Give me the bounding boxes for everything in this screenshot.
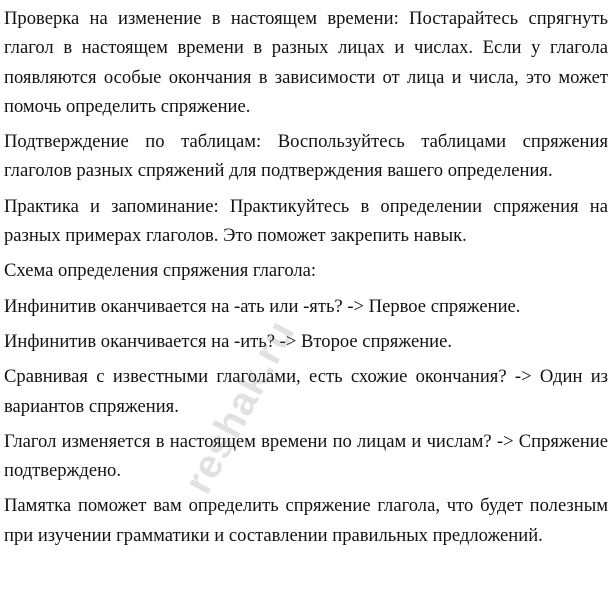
paragraph-practice: Практика и запоминание: Практикуйтесь в определении спряжения на разных примерах глаголов. Это поможет закрепить навык. <box>4 195 608 247</box>
paragraph-present-tense-check: Проверка на изменение в настоящем времени: Постарайтесь спрягнуть глагол в настоящем времени в разных лицах и числах. Если у глагола появляются особые окончания в зависимости от лица и числа, это может помочь определить спряжение. <box>4 8 608 117</box>
paragraph-scheme-heading: Схема определения спряжения глагола: <box>4 260 317 282</box>
scheme-item-second-conjugation: Инфинитив оканчивается на -ить? -> Второе спряжение. <box>4 330 453 352</box>
scheme-item-first-conjugation: Инфинитив оканчивается на -ать или -ять? -> Первое спряжение. <box>4 295 521 317</box>
scheme-item-comparison: Сравнивая с известными глаголами, есть схожие окончания? -> Один из вариантов спряжения. <box>4 366 608 417</box>
scheme-item-confirmation: Глагол изменяется в настоящем времени по лицам и числам? -> Спряжение подтверждено. <box>4 430 608 482</box>
document-body <box>4 4 608 556</box>
paragraph-table-confirmation: Подтверждение по таблицам: Воспользуйтесь таблицами спряжения глаголов разных спряжений для подтверждения вашего определения. <box>4 131 608 182</box>
paragraph-conclusion: Памятка поможет вам определить спряжение глагола, что будет полезным при изучении грамматики и составлении правильных предложений. <box>4 495 608 546</box>
watermark-logo: reshak.ru <box>176 313 304 501</box>
